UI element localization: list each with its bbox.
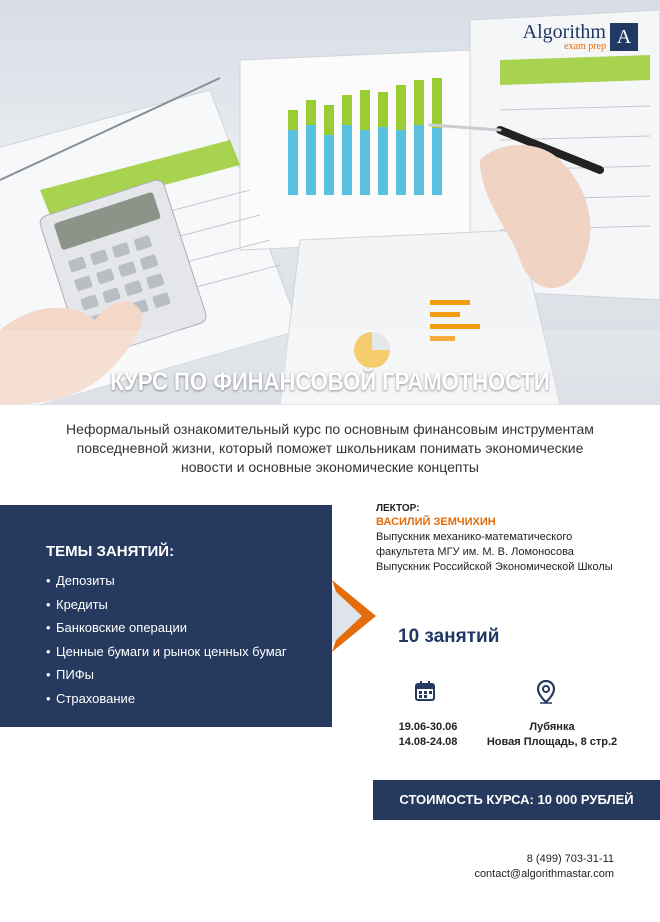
finance-illustration	[0, 0, 660, 405]
topics-title: ТЕМЫ ЗАНЯТИЙ:	[46, 543, 175, 560]
logo-subtitle: exam prep	[564, 41, 606, 52]
calendar-icon	[414, 680, 436, 702]
course-dates: 19.06-30.06 14.08-24.08	[398, 721, 458, 748]
course-location: Лубянка Новая Площадь, 8 стр.2	[486, 721, 618, 748]
location-pin-icon	[536, 680, 556, 704]
phone-link[interactable]: 8 (499) 703-31-11	[526, 853, 614, 865]
algorithm-logo[interactable]	[523, 22, 638, 52]
contacts	[474, 852, 614, 882]
hero-image	[0, 0, 660, 405]
page-title: КУРС ПО ФИНАНСОВОЙ ГРАМОТНОСТИ	[110, 368, 550, 396]
list-item: • Ценные бумаги и рынок ценных бумаг	[46, 643, 287, 659]
list-item: • Депозиты	[46, 573, 115, 588]
course-description: Неформальный ознакомительный курс по основным финансовым инструментам повседневной жизни, который поможет школьникам понимать экономические новости и основные экономические концепты	[66, 421, 594, 475]
list-item: • Страхование	[46, 690, 136, 706]
logo-name: Algorithm	[522, 21, 606, 43]
price-banner: СТОИМОСТЬ КУРСА: 10 000 РУБЛЕЙ	[373, 780, 660, 820]
topics-panel	[0, 505, 332, 727]
list-item: • Кредиты	[46, 596, 108, 612]
lessons-count: 10 занятий	[398, 626, 500, 647]
topics-list	[46, 569, 287, 710]
lecturer-label: ЛЕКТОР:	[376, 503, 420, 514]
lecturer-bio: Выпускник механико-математического факультета МГУ им. М. В. Ломоносова Выпускник Российской Экономической Школы	[376, 531, 613, 573]
chevron-right-icon	[332, 580, 376, 652]
list-item: • ПИФы	[46, 667, 94, 682]
lecturer-name: ВАСИЛИЙ ЗЕМЧИХИН	[376, 516, 496, 528]
logo-mark: A	[610, 23, 638, 51]
email-link[interactable]: contact@algorithmastar.com	[474, 868, 614, 880]
list-item: • Банковские операции	[46, 620, 187, 635]
